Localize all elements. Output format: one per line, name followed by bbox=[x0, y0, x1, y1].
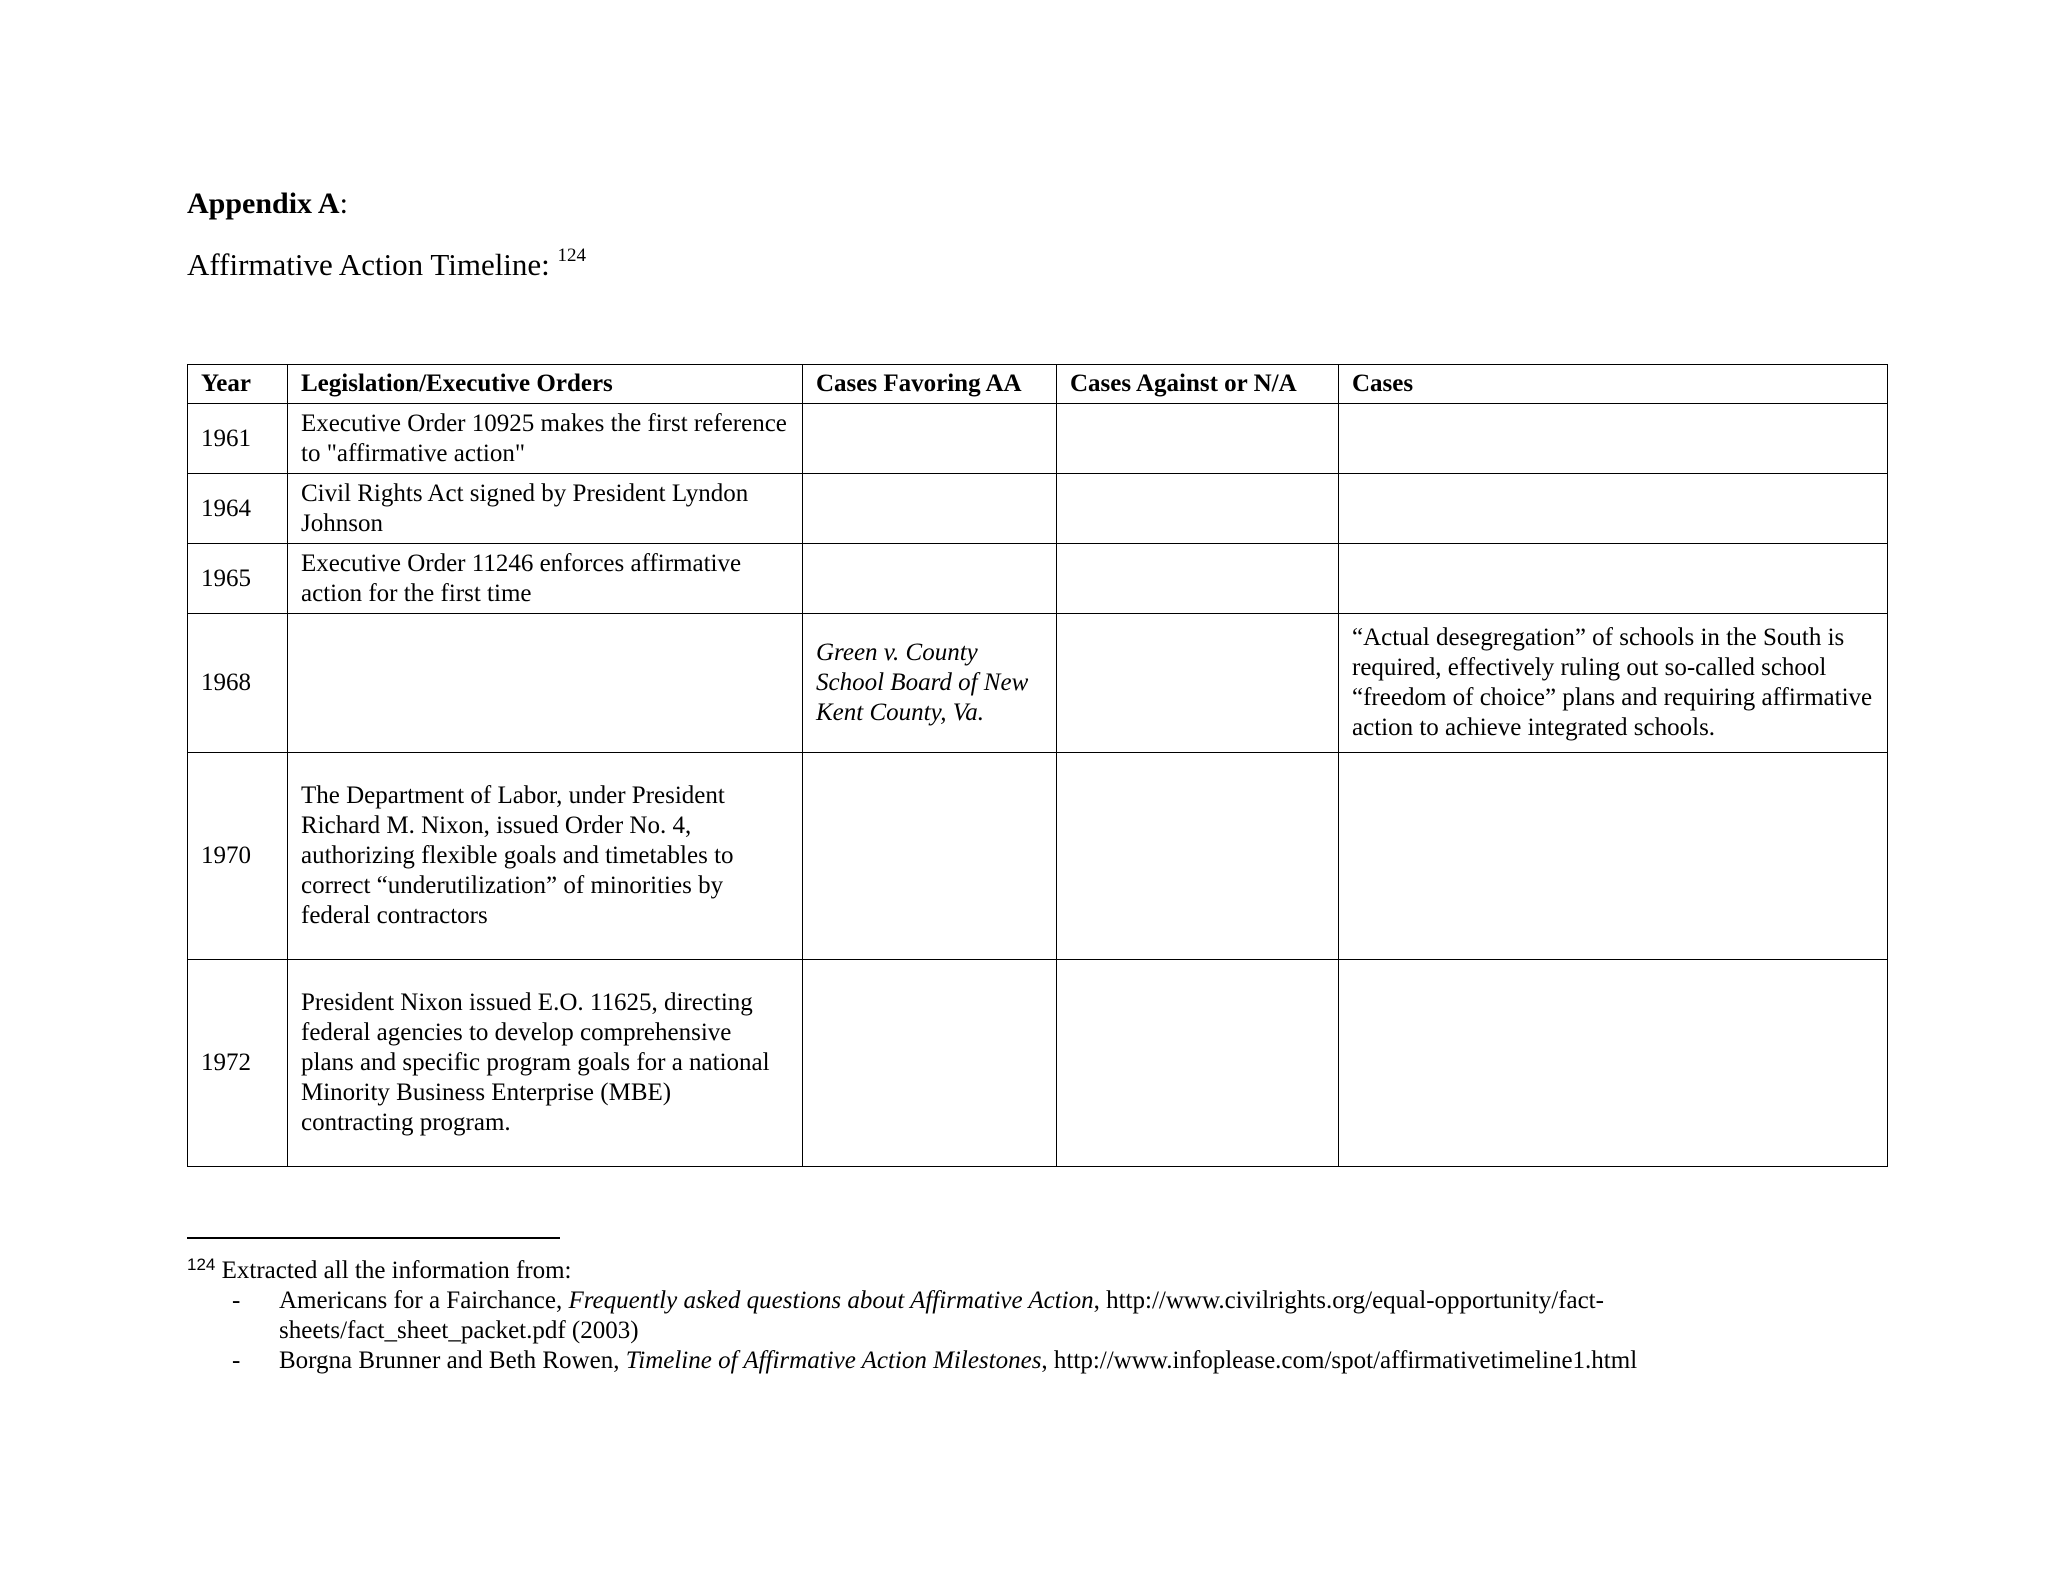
legislation-cell: The Department of Labor, under President Richard M. Nixon, issued Order No. 4, authorizing flexible goals and timetables to correct “underutilization” of minorities by federal contractors bbox=[288, 753, 803, 960]
year-cell: 1961 bbox=[188, 404, 288, 474]
legislation-cell: Civil Rights Act signed by President Lyndon Johnson bbox=[288, 474, 803, 544]
cases-cell bbox=[1339, 753, 1888, 960]
year-cell: 1965 bbox=[188, 544, 288, 614]
header-cases-against: Cases Against or N/A bbox=[1057, 365, 1339, 404]
timeline-title bbox=[187, 245, 586, 285]
favoring-cell bbox=[803, 960, 1057, 1167]
list-dash: - bbox=[232, 1347, 241, 1374]
footnote-intro bbox=[187, 1256, 1867, 1286]
favoring-cell bbox=[803, 753, 1057, 960]
against-cell bbox=[1057, 474, 1339, 544]
table-row bbox=[188, 960, 1888, 1167]
footnote-number: 124 bbox=[187, 1255, 216, 1274]
footnote-separator bbox=[187, 1237, 560, 1239]
timeline-title-text: Affirmative Action Timeline: bbox=[187, 247, 558, 282]
source-author: Borgna Brunner and Beth Rowen, bbox=[279, 1347, 626, 1374]
cases-cell bbox=[1339, 544, 1888, 614]
year-cell: 1968 bbox=[188, 614, 288, 753]
cases-cell: “Actual desegregation” of schools in the South is required, effectively ruling out so-called school “freedom of choice” plans and requiring affirmative action to achieve integrated schools. bbox=[1339, 614, 1888, 753]
timeline-table bbox=[187, 364, 1888, 1167]
legislation-cell: Executive Order 10925 makes the first reference to "affirmative action" bbox=[288, 404, 803, 474]
favoring-cell bbox=[803, 404, 1057, 474]
header-cases: Cases bbox=[1339, 365, 1888, 404]
appendix-heading bbox=[187, 184, 348, 224]
footnote-source-item bbox=[187, 1286, 1867, 1346]
cases-cell bbox=[1339, 474, 1888, 544]
appendix-colon: : bbox=[339, 187, 348, 220]
header-year: Year bbox=[188, 365, 288, 404]
footnote-intro-text: Extracted all the information from: bbox=[215, 1257, 572, 1284]
table-row bbox=[188, 404, 1888, 474]
year-cell: 1972 bbox=[188, 960, 288, 1167]
favoring-cell bbox=[803, 544, 1057, 614]
against-cell bbox=[1057, 404, 1339, 474]
against-cell bbox=[1057, 753, 1339, 960]
favoring-cell: Green v. County School Board of New Kent County, Va. bbox=[803, 614, 1057, 753]
header-cases-favoring: Cases Favoring AA bbox=[803, 365, 1057, 404]
footnote-source-list bbox=[187, 1286, 1867, 1376]
table-header-row bbox=[188, 365, 1888, 404]
legislation-cell bbox=[288, 614, 803, 753]
table-row bbox=[188, 544, 1888, 614]
against-cell bbox=[1057, 614, 1339, 753]
table-row bbox=[188, 614, 1888, 753]
appendix-label: Appendix A bbox=[187, 187, 340, 220]
against-cell bbox=[1057, 544, 1339, 614]
table-row bbox=[188, 753, 1888, 960]
legislation-cell: Executive Order 11246 enforces affirmative action for the first time bbox=[288, 544, 803, 614]
favoring-cell bbox=[803, 474, 1057, 544]
year-cell: 1970 bbox=[188, 753, 288, 960]
list-dash: - bbox=[232, 1287, 241, 1314]
cases-cell bbox=[1339, 404, 1888, 474]
header-legislation: Legislation/Executive Orders bbox=[288, 365, 803, 404]
year-cell: 1964 bbox=[188, 474, 288, 544]
cases-cell bbox=[1339, 960, 1888, 1167]
source-url: , http://www.infoplease.com/spot/affirmativetimeline1.html bbox=[1041, 1347, 1638, 1374]
table-row bbox=[188, 474, 1888, 544]
footnote-source-item bbox=[187, 1346, 1867, 1376]
against-cell bbox=[1057, 960, 1339, 1167]
source-title: Timeline of Affirmative Action Milestones bbox=[625, 1347, 1042, 1374]
source-author: Americans for a Fairchance, bbox=[279, 1287, 569, 1314]
footnote bbox=[187, 1256, 1867, 1376]
source-title: Frequently asked questions about Affirmative Action bbox=[568, 1287, 1094, 1314]
legislation-cell: President Nixon issued E.O. 11625, directing federal agencies to develop comprehensive plans and specific program goals for a national Minority Business Enterprise (MBE) contracting program. bbox=[288, 960, 803, 1167]
footnote-reference: 124 bbox=[557, 245, 587, 266]
source-url: , http://www.civilrights.org/equal-opportunity/fact-sheets/fact_sheet_packet.pdf (2003) bbox=[279, 1287, 1604, 1344]
